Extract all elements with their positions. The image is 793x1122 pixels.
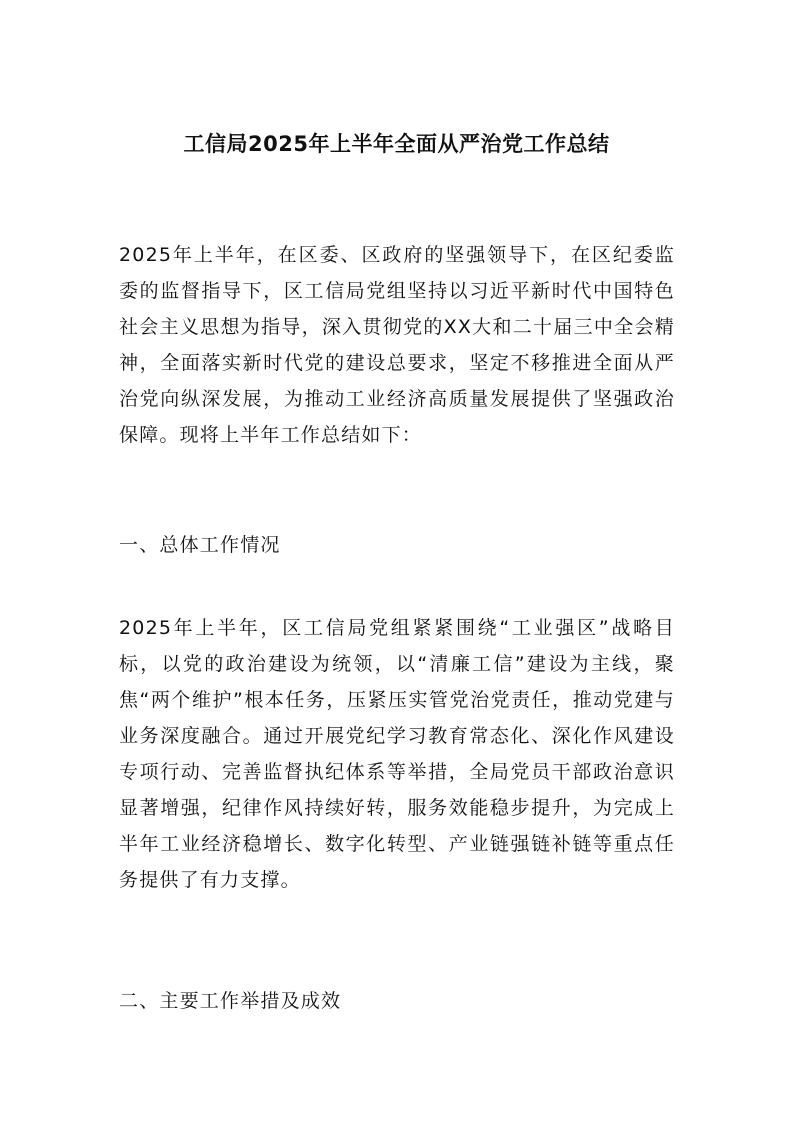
section-body-overall: 2025年上半年，区工信局党组紧紧围绕“工业强区”战略目标，以党的政治建设为统领，以“清廉工信”建设为主线，聚焦“两个维护”根本任务，压紧压实管党治党责任，推动党建与业务深度融合。通过开展党纪学习教育常态化、深化作风建设专项行动、完善监督执纪体系等举措，全局党员干部政治意识显著增强，纪律作风持续好转，服务效能稳步提升，为完成上半年工业经济稳增长、数字化转型、产业链强链补链等重点任务提供了有力支撑。 bbox=[119, 617, 675, 891]
document-title: 工信局2025年上半年全面从严治党工作总结 bbox=[183, 132, 610, 156]
intro-paragraph: 2025年上半年，在区委、区政府的坚强领导下，在区纪委监委的监督指导下，区工信局党组坚持以习近平新时代中国特色社会主义思想为指导，深入贯彻党的XX大和二十届三中全会精神，全面落实新时代党的建设总要求，坚定不移推进全面从严治党向纵深发展，为推动工业经济高质量发展提供了坚强政治保障。现将上半年工作总结如下： bbox=[119, 244, 675, 446]
section-heading-measures: 二、主要工作举措及成效 bbox=[119, 990, 342, 1012]
section-heading-overall: 一、总体工作情况 bbox=[119, 534, 281, 556]
